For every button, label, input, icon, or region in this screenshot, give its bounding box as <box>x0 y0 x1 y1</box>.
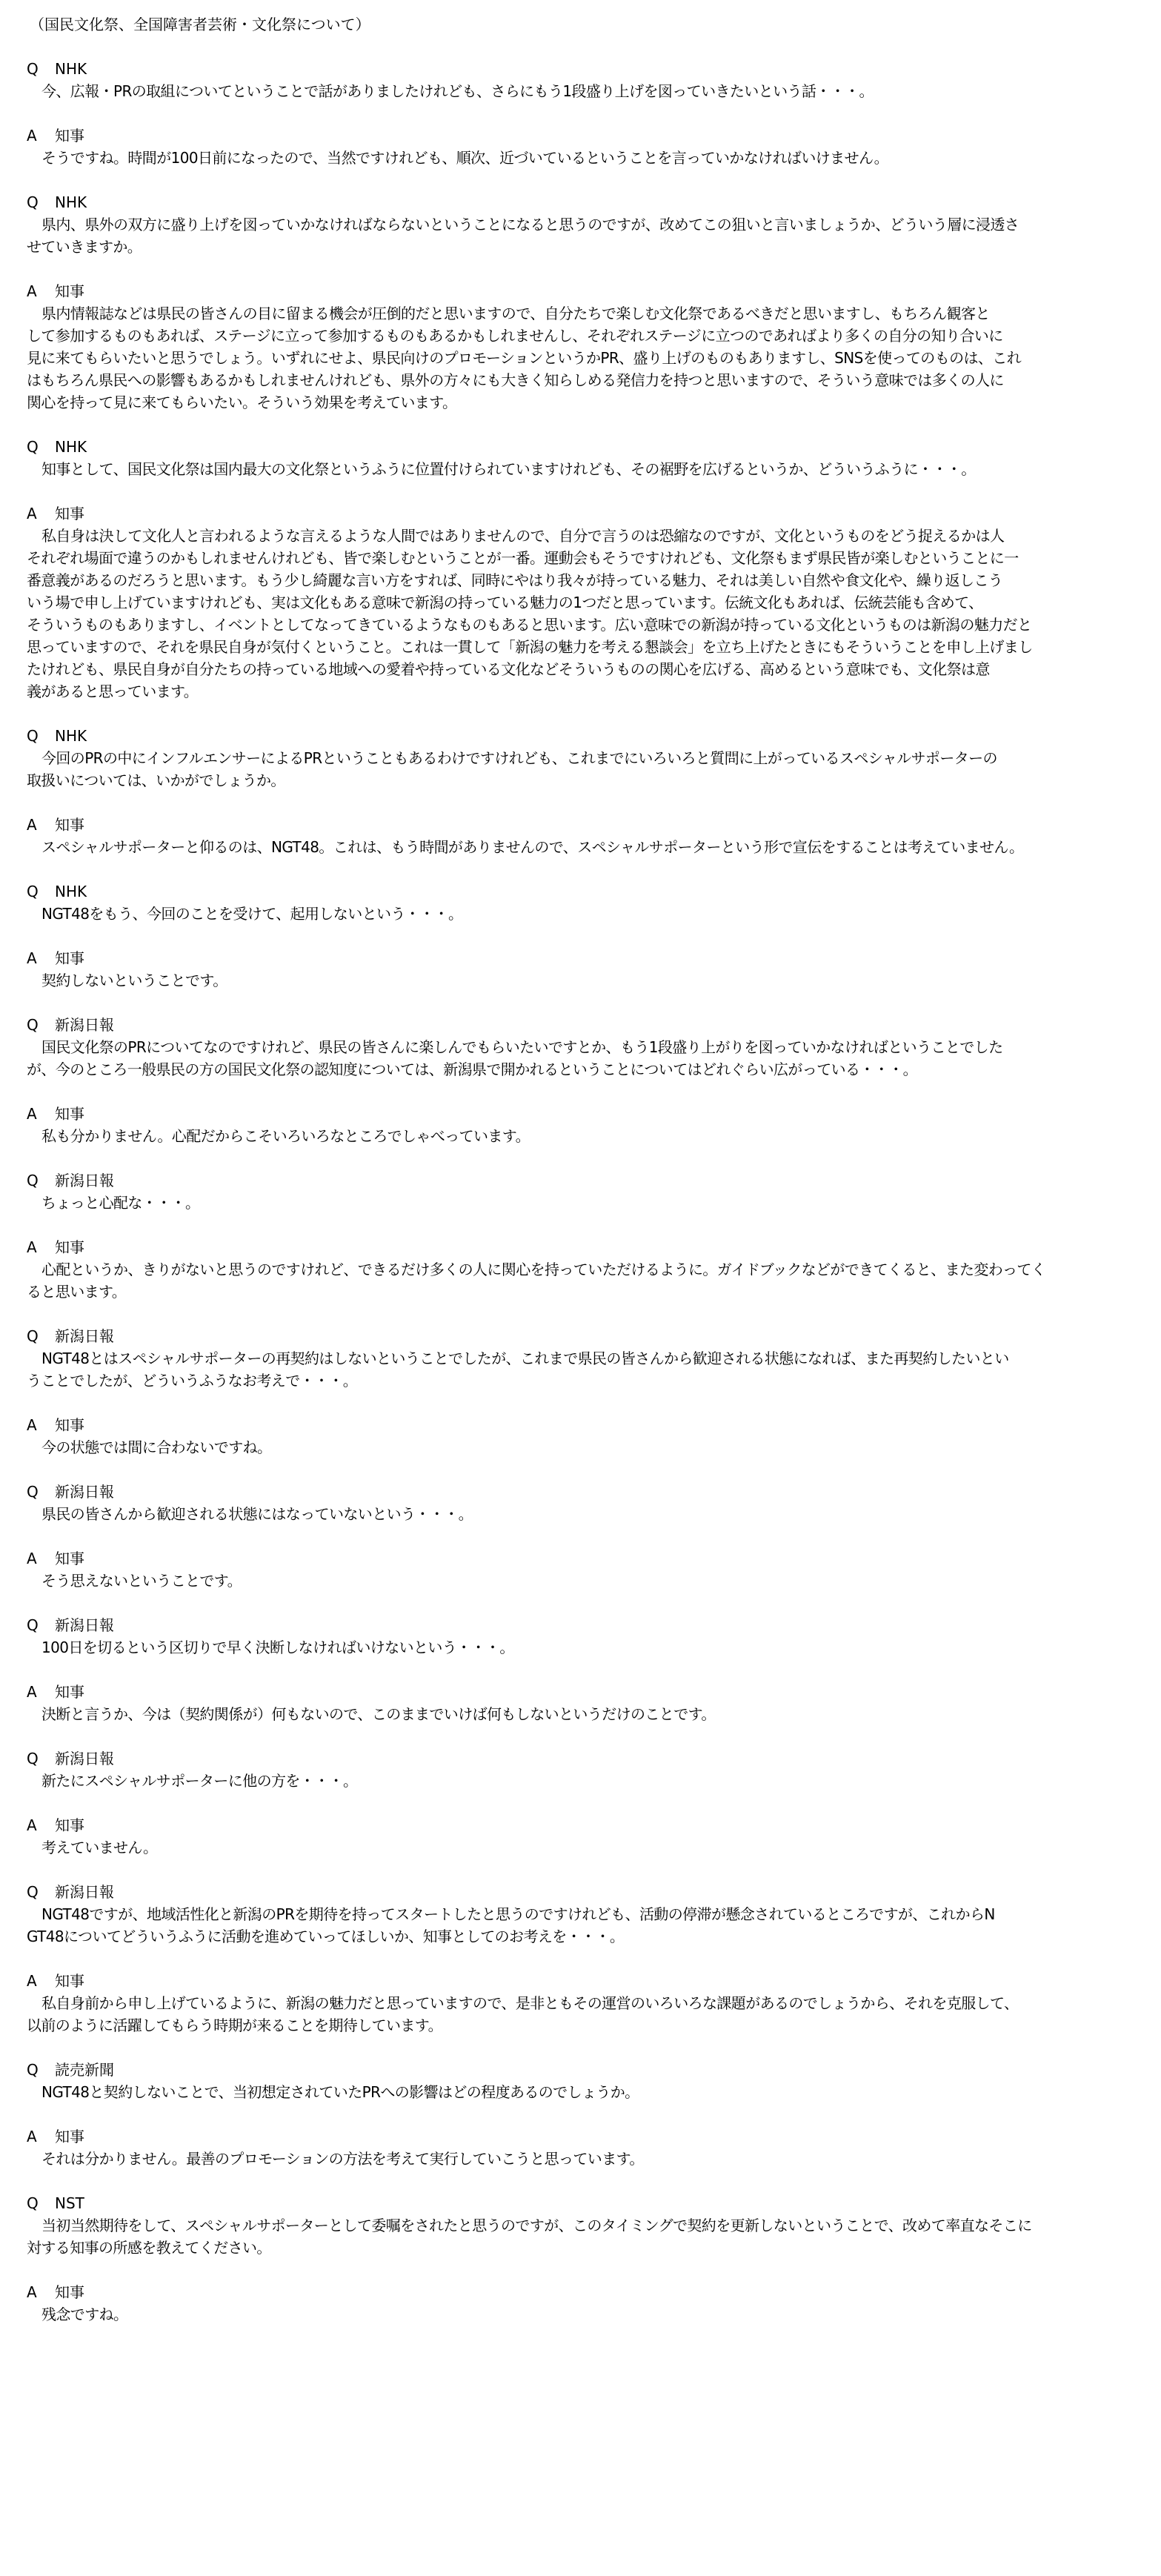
speaker-line <box>27 125 1134 147</box>
statement-line: NGT48と契約しないことで、当初想定されていたPRへの影響はどの程度あるのでしょうか。 <box>41 2083 639 2101</box>
statement-line: そういうものもありますし、イベントとしてなってきているようなものもあると思います。広い意味での新潟が持っている文化というものは新潟の魅力だと <box>27 616 1032 634</box>
statement-line: NGT48とはスペシャルサポーターの再契約はしないということでしたが、これまで県民の皆さんから歓迎される状態になれば、また再契約したいとい <box>41 1350 1009 1367</box>
speaker-line <box>27 2059 1134 2081</box>
question-block <box>27 2192 1134 2259</box>
role-marker: A <box>27 2128 37 2145</box>
statement-line: 今の状態では間に合わないですね。 <box>41 1438 272 1456</box>
statement-line: 100日を切るという区切りで早く決断しなければいけないという・・・。 <box>41 1639 514 1656</box>
statement-line: はもちろん県民への影響もあるかもしれませんけれども、県外の方々にも大きく知らしめる発信力を持つと思いますので、そういう意味では多くの人に <box>27 371 1004 389</box>
statement-line: たけれども、県民自身が自分たちの持っている地域への愛着や持っている文化などそういうものの関心を広げる、高めるという意味でも、文化祭は意 <box>27 660 990 678</box>
statement-line: 今回のPRの中にインフルエンサーによるPRということもあるわけですけれども、これまでにいろいろと質問に上がっているスペシャルサポーターの <box>41 749 997 767</box>
answer-block <box>27 2125 1134 2170</box>
speaker-name: NHK <box>55 438 87 456</box>
role-marker: A <box>27 1550 37 1567</box>
role-marker: Q <box>27 1616 39 1634</box>
speaker-name: 知事 <box>55 1105 84 1123</box>
answer-block <box>27 1681 1134 1725</box>
speaker-line <box>27 1103 1134 1125</box>
role-marker: A <box>27 2283 37 2301</box>
role-marker: A <box>27 816 37 834</box>
question-block <box>27 436 1134 480</box>
statement-line: 義があると思っています。 <box>27 683 199 700</box>
statement-line: 県内、県外の双方に盛り上げを図っていかなければならないということになると思うのですが、改めてこの狙いと言いましょうか、どういう層に浸透さ <box>41 216 1019 233</box>
statement-line: NGT48ですが、地域活性化と新潟のPRを期待を持ってスタートしたと思うのですけれども、活動の停滞が懸念されているところですが、これからN <box>41 1905 995 1923</box>
speaker-name: 新潟日報 <box>55 1172 114 1189</box>
question-block <box>27 1881 1134 1948</box>
statement-line: 契約しないということです。 <box>41 972 227 989</box>
answer-block <box>27 947 1134 992</box>
speaker-name: 知事 <box>55 1416 84 1434</box>
speaker-name: 知事 <box>55 1816 84 1834</box>
speaker-line <box>27 1681 1134 1703</box>
speaker-name: 読売新聞 <box>55 2061 114 2079</box>
role-marker: Q <box>27 60 39 78</box>
question-block <box>27 725 1134 791</box>
statement-line: 考えていません。 <box>41 1839 158 1856</box>
answer-block <box>27 814 1134 858</box>
role-marker: Q <box>27 1172 39 1189</box>
speaker-line <box>27 880 1134 903</box>
speaker-line <box>27 814 1134 836</box>
role-marker: Q <box>27 438 39 456</box>
question-block <box>27 1481 1134 1525</box>
role-marker: Q <box>27 883 39 900</box>
speaker-name: NHK <box>55 883 87 900</box>
speaker-line <box>27 947 1134 969</box>
role-marker: Q <box>27 1883 39 1901</box>
question-block <box>27 1014 1134 1080</box>
question-block <box>27 1325 1134 1392</box>
speaker-line <box>27 1747 1134 1770</box>
qa-list <box>27 58 1134 2326</box>
statement-line: うことでしたが、どういうふうなお考えで・・・。 <box>27 1372 358 1390</box>
speaker-name: 新潟日報 <box>55 1883 114 1901</box>
answer-block <box>27 1103 1134 1147</box>
speaker-name: 知事 <box>55 2128 84 2145</box>
statement-line: スペシャルサポーターと仰るのは、NGT48。これは、もう時間がありませんので、スペシャルサポーターという形で宣伝をすることは考えていません。 <box>41 838 1024 856</box>
speaker-line <box>27 1881 1134 1903</box>
speaker-line <box>27 1481 1134 1503</box>
statement-line: ちょっと心配な・・・。 <box>41 1194 200 1212</box>
statement-line: 私自身前から申し上げているように、新潟の魅力だと思っていますので、是非ともその運営のいろいろな課題があるのでしょうから、それを克服して、 <box>41 1994 1019 2012</box>
statement-line: GT48についてどういうふうに活動を進めていってほしいか、知事としてのお考えを・・・。 <box>27 1928 625 1945</box>
answer-block <box>27 2281 1134 2326</box>
statement-line: 対する知事の所感を教えてください。 <box>27 2239 271 2257</box>
statement-line: 決断と言うか、今は（契約関係が）何もないので、このままでいけば何もしないというだけのことです。 <box>41 1705 716 1723</box>
answer-block <box>27 1236 1134 1303</box>
speaker-line <box>27 1547 1134 1570</box>
role-marker: Q <box>27 2061 39 2079</box>
speaker-name: NHK <box>55 60 87 78</box>
role-marker: A <box>27 127 37 145</box>
role-marker: A <box>27 1683 37 1701</box>
speaker-name: 知事 <box>55 2283 84 2301</box>
role-marker: Q <box>27 2194 39 2212</box>
statement-line: ると思います。 <box>27 1283 127 1301</box>
statement-line: いう場で申し上げていますけれども、実は文化もある意味で新潟の持っている魅力の1つだと思っています。伝統文化もあれば、伝統芸能も含めて、 <box>27 594 983 611</box>
statement-line: 国民文化祭のPRについてなのですけれど、県民の皆さんに楽しんでもらいたいですとか、もう1段盛り上がりを図っていかなければということでした <box>41 1038 1003 1056</box>
role-marker: Q <box>27 1016 39 1034</box>
role-marker: Q <box>27 1483 39 1501</box>
speaker-line <box>27 1325 1134 1347</box>
statement-line: 県民の皆さんから歓迎される状態にはなっていないという・・・。 <box>41 1505 473 1523</box>
statement-line: 私も分かりません。心配だからこそいろいろなところでしゃべっています。 <box>41 1127 530 1145</box>
speaker-name: 知事 <box>55 1683 84 1701</box>
statement-line: せていきますか。 <box>27 238 142 256</box>
role-marker: A <box>27 1238 37 1256</box>
speaker-line <box>27 2281 1134 2303</box>
statement-line: 思っていますので、それを県民自身が気付くということ。これは一貫して「新潟の魅力を考える懇談会」を立ち上げたときにもそういうことを申し上げまし <box>27 638 1033 656</box>
role-marker: Q <box>27 727 39 745</box>
question-block <box>27 880 1134 925</box>
statement-line: 今、広報・PRの取組についてということで話がありましたけれども、さらにもう1段盛り上げを図っていきたいという話・・・。 <box>41 82 874 100</box>
statement-line: 県内情報誌などは県民の皆さんの目に留まる機会が圧倒的だと思いますので、自分たちで楽しむ文化祭であるべきだと思いますし、もちろん観客と <box>41 305 990 322</box>
role-marker: A <box>27 949 37 967</box>
question-block <box>27 2059 1134 2103</box>
answer-block <box>27 280 1134 414</box>
question-block <box>27 1747 1134 1792</box>
speaker-line <box>27 1236 1134 1258</box>
speaker-line <box>27 1970 1134 1992</box>
speaker-name: NHK <box>55 727 87 745</box>
speaker-line <box>27 191 1134 213</box>
speaker-name: 知事 <box>55 1550 84 1567</box>
speaker-name: 新潟日報 <box>55 1016 114 1034</box>
speaker-name: 知事 <box>55 816 84 834</box>
speaker-line <box>27 436 1134 458</box>
role-marker: A <box>27 1816 37 1834</box>
speaker-line <box>27 2192 1134 2214</box>
speaker-name: 知事 <box>55 505 84 522</box>
statement-line: 以前のように活躍してもらう時期が来ることを期待しています。 <box>27 2016 442 2034</box>
statement-line: そうですね。時間が100日前になったので、当然ですけれども、順次、近づいているということを言っていかなければいけません。 <box>41 149 888 167</box>
speaker-line <box>27 2125 1134 2148</box>
statement-line: して参加するものもあれば、ステージに立って参加するものもあるかもしれませんし、それぞれステージに立つのであればより多くの自分の知り合いに <box>27 327 1003 345</box>
statement-line: 関心を持って見に来てもらいたい。そういう効果を考えています。 <box>27 394 457 411</box>
statement-line: それぞれ場面で違うのかもしれませんけれども、皆で楽しむということが一番。運動会もそうですけれども、文化祭もまず県民皆が楽しむということに一 <box>27 549 1019 567</box>
speaker-name: 知事 <box>55 1972 84 1990</box>
statement-line: それは分かりません。最善のプロモーションの方法を考えて実行していこうと思っています。 <box>41 2150 644 2168</box>
speaker-line <box>27 1414 1134 1436</box>
role-marker: A <box>27 282 37 300</box>
answer-block <box>27 125 1134 169</box>
statement-line: 新たにスペシャルサポーターに他の方を・・・。 <box>41 1772 358 1790</box>
speaker-line <box>27 725 1134 747</box>
statement-line: NGT48をもう、今回のことを受けて、起用しないという・・・。 <box>41 905 463 923</box>
speaker-name: 知事 <box>55 282 84 300</box>
role-marker: Q <box>27 193 39 211</box>
speaker-line <box>27 280 1134 302</box>
role-marker: A <box>27 1972 37 1990</box>
statement-line: が、今のところ一般県民の方の国民文化祭の認知度については、新潟県で開かれるということについてはどれぐらい広がっている・・・。 <box>27 1060 917 1078</box>
speaker-name: 知事 <box>55 949 84 967</box>
answer-block <box>27 1414 1134 1458</box>
role-marker: Q <box>27 1750 39 1767</box>
statement-line: 番意義があるのだろうと思います。もう少し綺麗な言い方をすれば、同時にやはり我々が持っている魅力、それは美しい自然や食文化や、繰り返しこう <box>27 571 1003 589</box>
statement-line: 知事として、国民文化祭は国内最大の文化祭というふうに位置付けられていますけれども、その裾野を広げるというか、どういうふうに・・・。 <box>41 460 976 478</box>
role-marker: A <box>27 505 37 522</box>
statement-line: 心配というか、きりがないと思うのですけれど、できるだけ多くの人に関心を持っていただけるように。ガイドブックなどができてくると、また変わってく <box>41 1261 1046 1278</box>
role-marker: Q <box>27 1327 39 1345</box>
speaker-name: 新潟日報 <box>55 1750 114 1767</box>
speaker-name: NHK <box>55 193 87 211</box>
statement-line: 私自身は決して文化人と言われるような言えるような人間ではありませんので、自分で言うのは恐縮なのですが、文化というものをどう捉えるかは人 <box>41 527 1005 545</box>
question-block <box>27 1614 1134 1659</box>
speaker-name: 新潟日報 <box>55 1327 114 1345</box>
question-block <box>27 58 1134 102</box>
section-heading: （国民文化祭、全国障害者芸術・文化祭について） <box>30 16 370 33</box>
statement-line: そう思えないということです。 <box>41 1572 242 1590</box>
role-marker: A <box>27 1105 37 1123</box>
answer-block <box>27 1547 1134 1592</box>
question-block <box>27 191 1134 258</box>
speaker-name: NST <box>55 2194 84 2212</box>
statement-line: 残念ですね。 <box>41 2306 128 2323</box>
answer-block <box>27 1814 1134 1859</box>
role-marker: A <box>27 1416 37 1434</box>
statement-line: 見に来てもらいたいと思うでしょう。いずれにせよ、県民向けのプロモーションというかPR、盛り上げのものもありますし、SNSを使ってのものは、これ <box>27 349 1022 367</box>
speaker-line <box>27 1169 1134 1192</box>
speaker-line <box>27 502 1134 525</box>
speaker-name: 知事 <box>55 127 84 145</box>
speaker-name: 新潟日報 <box>55 1616 114 1634</box>
speaker-line <box>27 1014 1134 1036</box>
speaker-line <box>27 1814 1134 1836</box>
answer-block <box>27 502 1134 703</box>
speaker-name: 新潟日報 <box>55 1483 114 1501</box>
speaker-line <box>27 58 1134 80</box>
answer-block <box>27 1970 1134 2036</box>
speaker-name: 知事 <box>55 1238 84 1256</box>
statement-line: 当初当然期待をして、スペシャルサポーターとして委嘱をされたと思うのですが、このタイミングで契約を更新しないということで、改めて率直なそこに <box>41 2217 1032 2234</box>
statement-line: 取扱いについては、いかがでしょうか。 <box>27 771 285 789</box>
question-block <box>27 1169 1134 1214</box>
speaker-line <box>27 1614 1134 1636</box>
